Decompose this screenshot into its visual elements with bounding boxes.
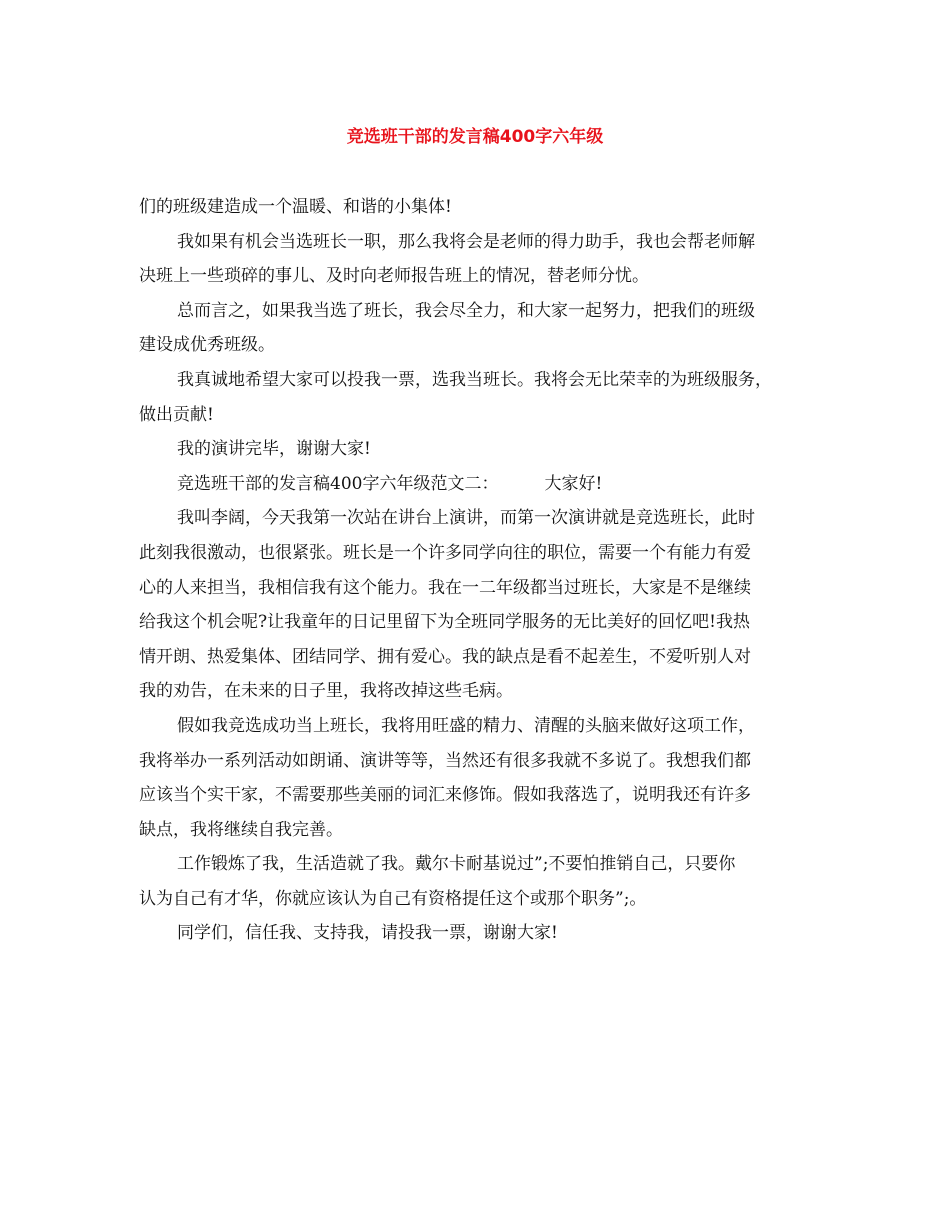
text-line: 认为自己有才华，你就应该认为自己有资格提任这个或那个职务”;。 (139, 888, 647, 909)
document-title: 竞选班干部的发言稿400字六年级 (346, 127, 604, 147)
text-line: 我真诚地希望大家可以投我一票，选我当班长。我将会无比荣幸的为班级服务， (177, 369, 772, 390)
document-body (139, 190, 819, 951)
text-line: 应该当个实干家，不需要那些美丽的词汇来修饰。假如我落选了，说明我还有许多 (139, 785, 751, 806)
text-line: 同学们，信任我、支持我，请投我一票，谢谢大家! (177, 923, 558, 944)
text-line: 给我这个机会呢?让我童年的日记里留下为全班同学服务的无比美好的回忆吧!我热 (139, 612, 750, 633)
text-line: 决班上一些琐碎的事儿、及时向老师报告班上的情况，替老师分忧。 (139, 266, 649, 287)
essay-two-heading: 竞选班干部的发言稿400字六年级范文二： (177, 473, 499, 494)
text-line: 此刻我很激动，也很紧张。班长是一个许多同学向往的职位，需要一个有能力有爱 (139, 542, 751, 563)
text-line: 假如我竞选成功当上班长，我将用旺盛的精力、清醒的头脑来做好这项工作， (177, 715, 755, 736)
text-line: 我叫李阔，今天我第一次站在讲台上演讲，而第一次演讲就是竞选班长，此时 (177, 508, 755, 529)
text-line: 我如果有机会当选班长一职，那么我将会是老师的得力助手，我也会帮老师解 (177, 231, 755, 252)
text-line: 我的演讲完毕，谢谢大家! (177, 439, 371, 460)
text-line: 缺点，我将继续自我完善。 (139, 819, 343, 840)
text-line: 情开朗、热爱集体、团结同学、拥有爱心。我的缺点是看不起差生，不爱听别人对 (139, 646, 751, 667)
text-line: 我的劝告，在未来的日子里，我将改掉这些毛病。 (139, 681, 513, 702)
text-line: 心的人来担当，我相信我有这个能力。我在一二年级都当过班长，大家是不是继续 (139, 577, 751, 598)
text-line: 工作锻炼了我，生活造就了我。戴尔卡耐基说过”;不要怕推销自己，只要你 (177, 854, 736, 875)
text-line: 总而言之，如果我当选了班长，我会尽全力，和大家一起努力，把我们的班级 (177, 300, 755, 321)
text-line: 做出贡献! (139, 404, 214, 425)
text-line: 们的班级建造成一个温暖、和谐的小集体! (139, 197, 452, 217)
text-line: 我将举办一系列活动如朗诵、演讲等等，当然还有很多我就不多说了。我想我们都 (139, 750, 751, 771)
essay-two-heading-line (139, 467, 819, 502)
text-line: 建设成优秀班级。 (139, 335, 275, 356)
essay-two-greeting: 大家好! (544, 473, 603, 494)
